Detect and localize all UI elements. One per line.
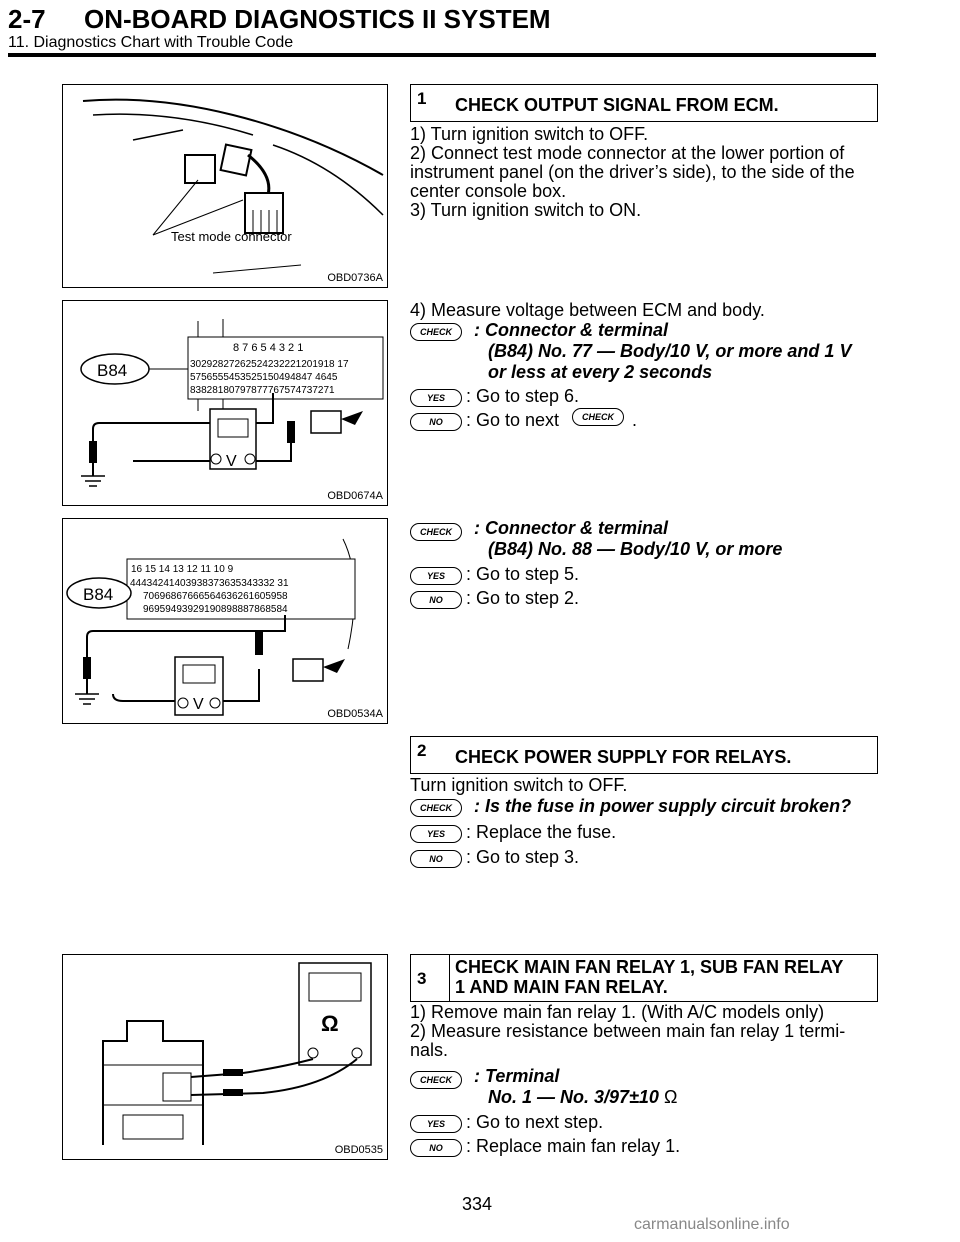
yes-badge: YES [410,1115,462,1133]
step-2-instruction: Turn ignition switch to OFF. [410,775,628,795]
step-title: CHECK OUTPUT SIGNAL FROM ECM. [455,95,779,115]
voltmeter-symbol: V [193,696,204,713]
connector-row-1: 30292827262524232221201918 17 [190,359,349,370]
instruction-line: 2) Connect test mode connector at the lower portion of [410,143,845,163]
figure-ecm-voltage-88 [62,518,388,724]
voltage-measurement-drawing [63,301,387,505]
check-badge: CHECK [410,799,462,817]
yes-result: : Go to next step. [466,1112,604,1132]
voltmeter-symbol: V [226,453,237,470]
yes-badge: YES [410,389,462,407]
check-badge: CHECK [410,523,462,541]
yes-result: : Go to step 6. [466,386,580,406]
check-criterion: : Is the fuse in power supply circuit broken? [474,796,852,816]
step-title [455,957,843,997]
connector-row-3: 96959493929190898887868584 [143,604,288,615]
test-mode-connector-drawing [63,85,387,287]
check-criterion [474,1066,874,1108]
instruction-line: 1) Turn ignition switch to OFF. [410,124,649,144]
instruction-line: 3) Turn ignition switch to ON. [410,200,642,220]
ohm-symbol: Ω [321,1011,339,1036]
step-3-instructions [410,1003,876,1060]
no-badge: NO [410,1139,462,1157]
no-result-end: . [632,410,638,430]
connector-top-row: 8 7 6 5 4 3 2 1 [233,342,304,354]
section-number: 2-7 [8,4,46,34]
step-1-instructions [410,125,876,220]
voltage-measurement-drawing [63,519,387,723]
check-badge: CHECK [410,323,462,341]
no-result: : Go to step 2. [466,588,580,608]
check-criterion-line: : Terminal [474,1066,560,1086]
no-result: : Go to next [466,410,560,430]
measure-instruction: 4) Measure voltage between ECM and body. [410,300,765,320]
connector-label: B84 [97,361,128,380]
check-criterion [474,320,874,383]
step-1-header [410,84,878,122]
figure-id: OBD0736A [327,272,383,284]
check-criterion-line: or less at every 2 seconds [488,362,713,382]
instruction-line: 1) Remove main fan relay 1. (With A/C models only) [410,1002,825,1022]
step-title-line: 1 AND MAIN FAN RELAY. [455,977,668,997]
no-badge: NO [410,413,462,431]
yes-badge: YES [410,825,462,843]
step-3-header [410,954,878,1002]
figure-id: OBD0674A [327,490,383,502]
check-criterion-line: (B84) No. 88 — Body/10 V, or more [488,539,783,559]
page-title: ON-BOARD DIAGNOSTICS II SYSTEM [84,4,551,34]
connector-label: B84 [83,585,114,604]
step-title-line: CHECK MAIN FAN RELAY 1, SUB FAN RELAY [455,957,844,977]
figure-ecm-voltage-77 [62,300,388,506]
no-badge: NO [410,591,462,609]
test-mode-connector-label: Test mode connector [171,229,292,244]
no-badge: NO [410,850,462,868]
check-criterion-line: : Connector & terminal [474,518,669,538]
figure-test-mode-connector [62,84,388,288]
check-badge-inline: CHECK [572,408,624,426]
figure-id: OBD0534A [327,708,383,720]
check-criterion-line: : Connector & terminal [474,320,669,340]
instruction-line: nals. [410,1040,449,1060]
page-subtitle: 11. Diagnostics Chart with Trouble Code [8,34,294,51]
step-title: CHECK POWER SUPPLY FOR RELAYS. [455,747,792,767]
watermark: carmanualsonline.info [634,1216,790,1233]
step-2-header [410,736,878,774]
no-result: : Go to step 3. [466,847,580,867]
check-criterion-line: No. 1 — No. 3/97±10 [488,1087,659,1107]
step-number: 2 [417,741,427,760]
instruction-line: 2) Measure resistance between main fan relay 1 termi- [410,1021,846,1041]
resistance-measurement-drawing [63,955,387,1159]
connector-row-2: 5756555453525150494847 4645 [190,372,338,383]
check-criterion-line: (B84) No. 77 — Body/10 V, or more and 1 V [488,341,852,361]
step-number: 3 [417,969,427,988]
connector-row-3: 83828180797877767574737271 [190,385,335,396]
yes-result: : Go to step 5. [466,564,580,584]
check-criterion [474,518,874,560]
instruction-line: center console box. [410,181,567,201]
page-number: 334 [462,1194,493,1214]
yes-badge: YES [410,567,462,585]
header-rule [8,53,876,57]
step-number: 1 [417,89,427,108]
no-result: : Replace main fan relay 1. [466,1136,681,1156]
connector-row-2: 70696867666564636261605958 [143,591,288,602]
instruction-line: instrument panel (on the driver’s side), to the side of the [410,162,855,182]
check-badge: CHECK [410,1071,462,1089]
figure-fan-relay-resistance [62,954,388,1160]
connector-top-row: 16 15 14 13 12 11 10 9 [131,564,234,575]
connector-row-1: 44434241403938373635343332 31 [130,578,289,589]
ohm-unit: Ω [663,1087,678,1107]
yes-result: : Replace the fuse. [466,822,617,842]
figure-id: OBD0535 [334,1144,383,1156]
